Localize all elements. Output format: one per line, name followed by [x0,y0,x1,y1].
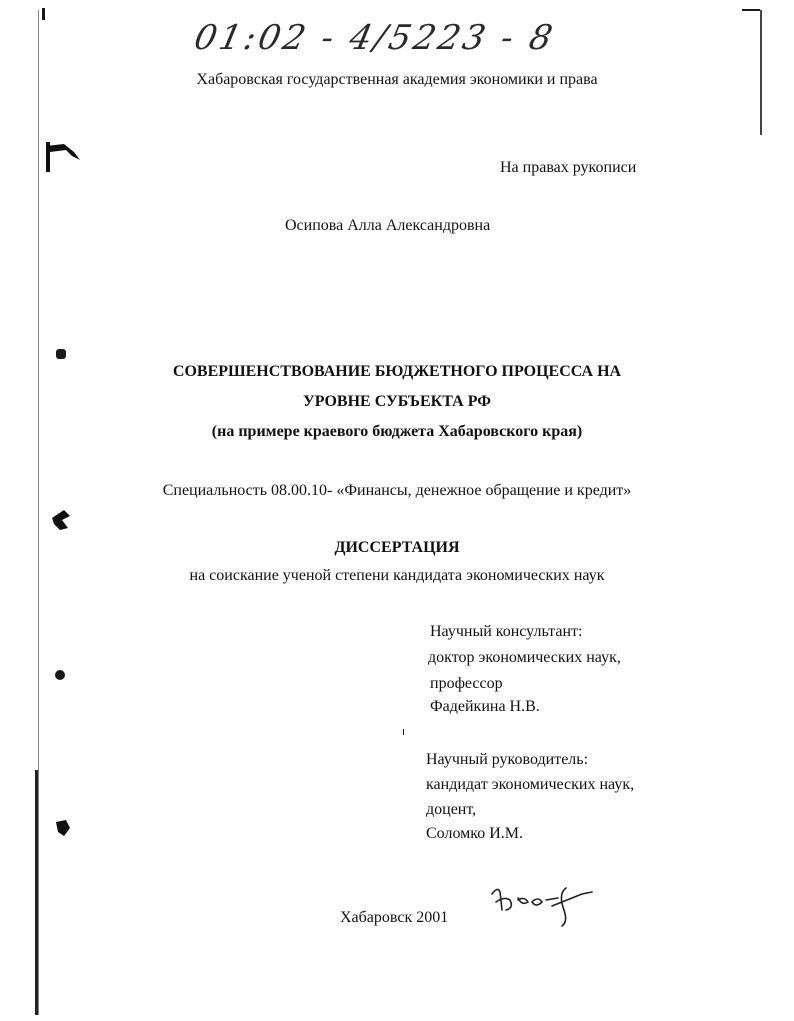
binding-mark-1 [44,138,84,178]
binding-mark-3 [50,508,74,532]
supervisor-name: Соломко И.М. [426,825,524,842]
binding-mark-2 [56,349,66,359]
supervisor-label: Научный руководитель: [426,751,589,768]
top-left-bar [42,8,45,20]
binding-mark-5 [54,818,72,838]
supervisor-title: доцент, [426,801,477,818]
author-name: Осипова Алла Александровна [285,217,491,234]
consultant-degree: доктор экономических наук, [428,649,621,666]
consultant-title: профессор [430,675,503,692]
consultant-name: Фадейкина Н.В. [430,698,540,715]
left-scan-edge-dark [35,770,38,1015]
consultant-label: Научный консультант: [430,623,583,640]
supervisor-degree: кандидат экономических наук, [426,776,635,793]
signature [488,880,598,930]
city-year: Хабаровск 2001 [340,909,449,926]
right-edge-tick [742,9,760,11]
document-type: ДИССЕРТАЦИЯ [334,539,460,556]
title-line-1: СОВЕРШЕНСТВОВАНИЕ БЮДЖЕТНОГО ПРОЦЕССА НА [172,363,622,380]
title-subtitle: (на примере краевого бюджета Хабаровского края) [211,423,583,440]
archive-number: 01:02 - 4/5223 - 8 [190,18,559,58]
left-scan-edge [38,10,39,1015]
scan-speck [403,729,404,735]
rights-note: На правах рукописи [500,159,637,176]
degree-line: на соискание ученой степени кандидата экономических наук [189,567,605,584]
binding-mark-4 [55,670,65,680]
specialty: Специальность 08.00.10- «Финансы, денежное обращение и кредит» [162,482,632,499]
title-line-2: УРОВНЕ СУБЪЕКТА РФ [303,393,491,410]
institution-name: Хабаровская государственная академия экономики и права [196,71,598,88]
